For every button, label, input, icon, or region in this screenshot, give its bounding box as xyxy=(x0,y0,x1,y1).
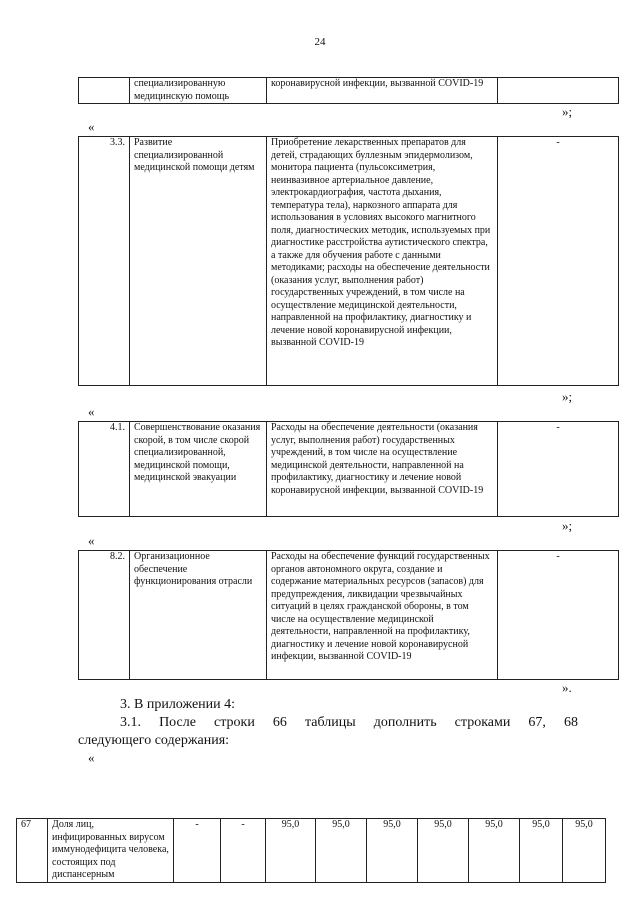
table-row-3-3 xyxy=(78,136,619,386)
close-quote: ». xyxy=(562,680,572,695)
value-cell: 95,0 xyxy=(563,819,606,883)
open-quote: « xyxy=(88,119,95,134)
row-expenses: Расходы на обеспечение деятельности (оказания услуг, выполнения работ) государственных учреждений, в том числе на осуществление медицинской деятельности, направленной на профилактику, диагностику и лечение новой коронавирусной инфекции, вызванной COVID-19 xyxy=(267,422,498,517)
table-row xyxy=(17,819,606,883)
open-quote: « xyxy=(88,750,95,765)
row-number: 3.3. xyxy=(79,137,130,386)
value-cell: 95,0 xyxy=(469,819,520,883)
row-name: Развитие специализированной медицинской помощи детям xyxy=(130,137,267,386)
value-cell: 95,0 xyxy=(418,819,469,883)
paragraph-3: 3. В приложении 4: xyxy=(120,697,236,712)
close-quote: »; xyxy=(562,518,573,533)
table-row xyxy=(79,78,619,104)
table-row xyxy=(79,422,619,517)
table-row-4-1 xyxy=(78,421,619,517)
cell-expenses: коронавирусной инфекции, вызванной COVID-19 xyxy=(267,78,498,104)
row-number: 67 xyxy=(17,819,48,883)
value-cell: 95,0 xyxy=(316,819,367,883)
table-row xyxy=(79,137,619,386)
row-name: Организационное обеспечение функционирования отрасли xyxy=(130,551,267,680)
table-top-fragment xyxy=(78,77,619,104)
paragraph-3-1-line2: следующего содержания: xyxy=(78,733,230,748)
table-row-8-2 xyxy=(78,550,619,680)
row-note: - xyxy=(498,137,619,386)
row-number: 8.2. xyxy=(79,551,130,680)
close-quote: »; xyxy=(562,104,573,119)
row-name: Доля лиц, инфицированных вирусом иммунодефицита человека, состоящих под диспансерным xyxy=(48,819,174,883)
open-quote: « xyxy=(88,404,95,419)
table-row-67 xyxy=(16,818,606,883)
cell-num xyxy=(79,78,130,104)
row-note: - xyxy=(498,422,619,517)
row-expenses: Расходы на обеспечение функций государственных органов автономного округа, создание и содержание материальных ресурсов (запасов) для предупреждения, ликвидации чрезвычайных ситуаций в целях гражданской обороны, в том числе на осуществление медицинской деятельности, направленной на профилактику, диагностику и лечение новой коронавирусной инфекции, вызванной COVID-19 xyxy=(267,551,498,680)
row-note: - xyxy=(498,551,619,680)
value-cell: - xyxy=(221,819,266,883)
open-quote: « xyxy=(88,533,95,548)
value-cell: 95,0 xyxy=(266,819,316,883)
paragraph-3-1-line1: 3.1. После строки 66 таблицы дополнить строками 67, 68 xyxy=(120,715,578,730)
value-cell: 95,0 xyxy=(367,819,418,883)
table-row xyxy=(79,551,619,680)
value-cell: - xyxy=(174,819,221,883)
close-quote: »; xyxy=(562,389,573,404)
row-name: Совершенствование оказания скорой, в том числе скорой специализированной, медицинской помощи, медицинской эвакуации xyxy=(130,422,267,517)
cell-extra xyxy=(498,78,619,104)
page-number: 24 xyxy=(314,36,326,48)
row-expenses: Приобретение лекарственных препаратов для детей, страдающих буллезным эпидермолизом, монитора пациента (пульсоксиметрия, неинвазивное артериальное давление, электрокардиография, частота дыхания, температура тела), наркозного аппарата для использования в условиях высокого магнитного поля, диагностических методик, используемых при диагностике расстройства аутистического спектра, а также для обучения работе с данными методиками; расходы на обеспечение деятельности (оказания услуг, выполнения работ) государственных учреждений, в том числе на осуществление медицинской деятельности, направленной на профилактику, диагностику и лечение новой коронавирусной инфекции, вызванной COVID-19 xyxy=(267,137,498,386)
value-cell: 95,0 xyxy=(520,819,563,883)
cell-program: специализированную медицинскую помощь xyxy=(130,78,267,104)
row-number: 4.1. xyxy=(79,422,130,517)
